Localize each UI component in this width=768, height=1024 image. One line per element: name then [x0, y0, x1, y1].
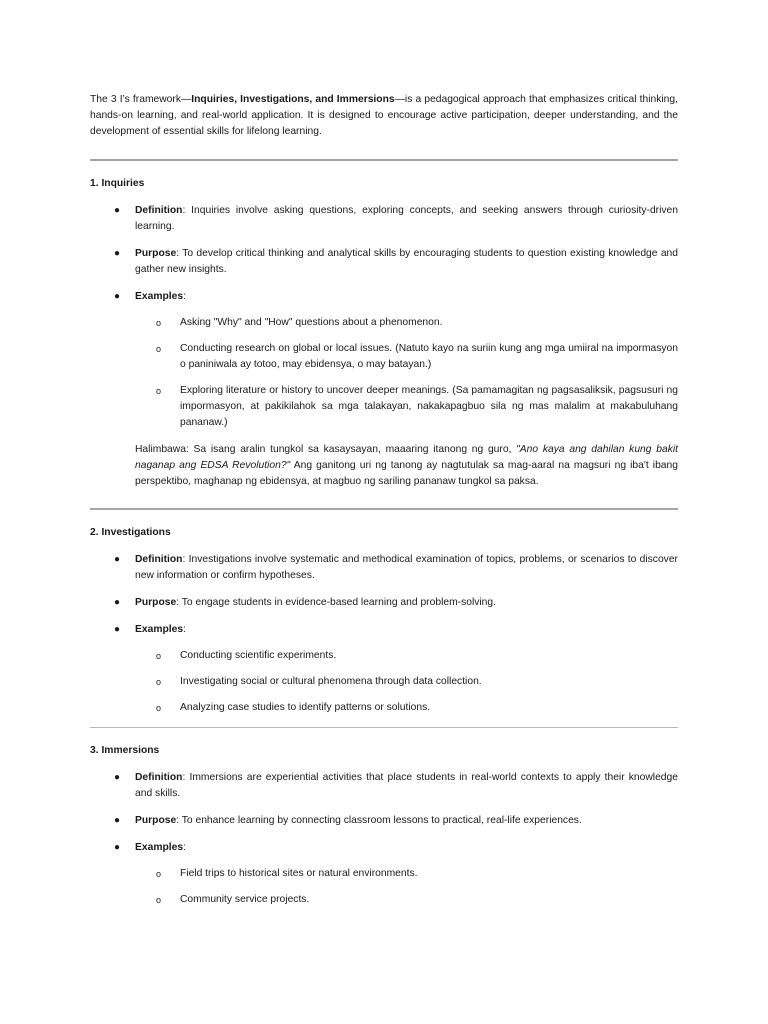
bullet-icon: ● — [114, 554, 121, 565]
note-text-end: Ang ganitong uri ng tanong ay nagtutulak sa mag-aaral na magsuri ng iba't ibang perspektibo, maghanap ng ebidensya, at magbuo ng sariling pananaw tungkol sa paksa. — [135, 460, 678, 487]
intro-text-end: —is a pedagogical approach that emphasizes critical thinking, hands-on learning, and real-world application. It is designed to encourage active participation, deeper understanding, and the development of essential skills for lifelong learning. — [90, 94, 678, 137]
example-note — [90, 442, 678, 490]
example-item — [135, 700, 678, 716]
examples-colon: : — [183, 842, 186, 853]
section-divider — [90, 727, 678, 728]
example-text: Conducting research on global or local issues. (Natuto kayo na suriin kung ang mga umiiral na impormasyon o paniniwala ay totoo, may ebidensya, o may batayan.) — [180, 343, 678, 370]
example-text: Asking "Why" and "How" questions about a phenomenon. — [180, 317, 443, 328]
definition-label: Definition — [135, 554, 183, 565]
example-item — [135, 866, 678, 882]
purpose-label: Purpose — [135, 815, 177, 826]
section-inquiries — [90, 176, 678, 490]
examples-list — [135, 866, 678, 908]
section-title: 2. Investigations — [90, 527, 171, 538]
definition-text: : Investigations involve systematic and methodical examination of topics, problems, or scenarios to discover new information or confirm hypotheses. — [135, 554, 678, 581]
examples-label: Examples — [135, 624, 184, 635]
circle-bullet-icon: o — [156, 386, 162, 396]
bullet-list — [90, 552, 678, 716]
bullet-icon: ● — [114, 205, 121, 216]
bullet-icon: ● — [114, 815, 121, 826]
circle-bullet-icon: o — [156, 651, 162, 661]
purpose-label: Purpose — [135, 248, 177, 259]
bullet-icon: ● — [114, 842, 121, 853]
examples-list — [135, 648, 678, 716]
circle-bullet-icon: o — [156, 703, 162, 713]
purpose-text: : To develop critical thinking and analytical skills by encouraging students to question existing knowledge and gather new insights. — [135, 248, 678, 275]
bullet-list — [90, 770, 678, 908]
note-quote: "Ano kaya ang dahilan kung bakit naganap ang EDSA Revolution?" — [135, 444, 678, 471]
intro-framework-name: Inquiries, Investigations, and Immersions — [191, 94, 395, 105]
section-title: 1. Inquiries — [90, 178, 145, 189]
example-text: Conducting scientific experiments. — [180, 650, 337, 661]
examples-label: Examples — [135, 842, 184, 853]
list-item-purpose — [90, 595, 678, 611]
example-item — [135, 892, 678, 908]
list-item-purpose — [90, 246, 678, 278]
bullet-icon: ● — [114, 597, 121, 608]
section-immersions — [90, 743, 678, 908]
example-item — [135, 674, 678, 690]
bullet-icon: ● — [114, 291, 121, 302]
circle-bullet-icon: o — [156, 344, 162, 354]
definition-text: : Immersions are experiential activities that place students in real-world contexts to apply their knowledge and skills. — [135, 772, 678, 799]
intro-paragraph — [90, 92, 678, 140]
bullet-icon: ● — [114, 248, 121, 259]
purpose-text: : To enhance learning by connecting classroom lessons to practical, real-life experiences. — [176, 815, 582, 826]
list-item-examples — [90, 289, 678, 431]
definition-label: Definition — [135, 772, 183, 783]
definition-text: : Inquiries involve asking questions, exploring concepts, and seeking answers through curiosity-driven learning. — [135, 205, 678, 232]
bullet-list — [90, 203, 678, 431]
bullet-icon: ● — [114, 624, 121, 635]
bullet-icon: ● — [114, 772, 121, 783]
purpose-label: Purpose — [135, 597, 177, 608]
examples-colon: : — [183, 624, 186, 635]
list-item-examples — [90, 622, 678, 716]
intro-text-start: The 3 I’s framework— — [90, 94, 192, 105]
example-item — [135, 315, 678, 331]
purpose-text: : To engage students in evidence-based learning and problem-solving. — [176, 597, 496, 608]
example-text: Community service projects. — [180, 894, 310, 905]
circle-bullet-icon: o — [156, 677, 162, 687]
example-text: Field trips to historical sites or natural environments. — [180, 868, 418, 879]
example-item — [135, 383, 678, 431]
definition-label: Definition — [135, 205, 183, 216]
note-text-start: Halimbawa: Sa isang aralin tungkol sa kasaysayan, maaaring itanong ng guro, — [135, 444, 517, 455]
section-title: 3. Immersions — [90, 745, 160, 756]
document-page — [90, 92, 678, 919]
example-text: Investigating social or cultural phenomena through data collection. — [180, 676, 482, 687]
list-item-definition — [90, 203, 678, 235]
example-text: Analyzing case studies to identify patterns or solutions. — [180, 702, 431, 713]
list-item-examples — [90, 840, 678, 908]
example-text: Exploring literature or history to uncover deeper meanings. (Sa pamamagitan ng pagsasaliksik, pagsusuri ng impormasyon, at pakikilahok sa mga talakayan, nakakapagbuo sila ng mas malalim at makabuluhang pananaw.) — [180, 385, 678, 428]
example-item — [135, 648, 678, 664]
list-item-definition — [90, 770, 678, 802]
examples-label: Examples — [135, 291, 184, 302]
examples-list — [135, 315, 678, 431]
circle-bullet-icon: o — [156, 869, 162, 879]
list-item-definition — [90, 552, 678, 584]
examples-colon: : — [183, 291, 186, 302]
circle-bullet-icon: o — [156, 895, 162, 905]
section-divider — [90, 508, 678, 510]
section-investigations — [90, 525, 678, 716]
example-item — [135, 341, 678, 373]
section-divider — [90, 159, 678, 161]
circle-bullet-icon: o — [156, 318, 162, 328]
list-item-purpose — [90, 813, 678, 829]
